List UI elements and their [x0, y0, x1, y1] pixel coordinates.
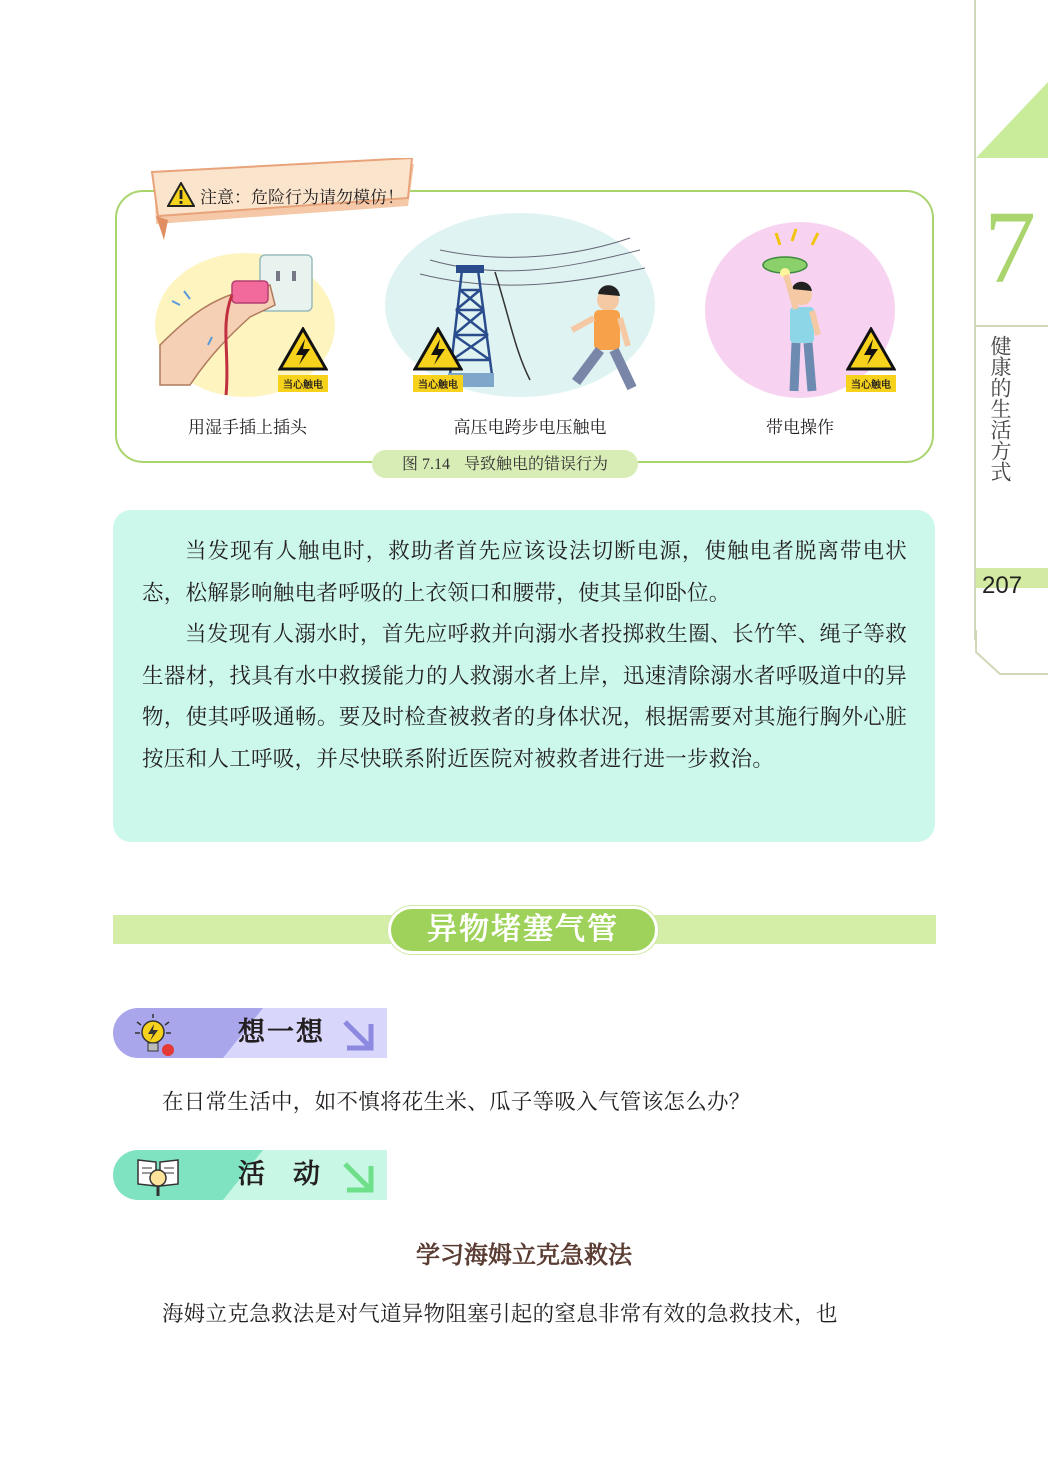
activity-title-text: 学习海姆立克急救法: [416, 1241, 632, 1269]
paragraph-drowning: 当发现有人溺水时，首先应呼救并向溺水者投掷救生圈、长竹竿、绳子等救生器材，找具有水中救援能力的人救溺水者上岸，迅速清除溺水者呼吸道中的异物，使其呼吸通畅。要及时检查被救者的身体状况，根据需要对其施行胸外心脏按压和人工呼吸，并尽快联系附近医院对被救者进行进一步救治。: [142, 622, 907, 772]
figure-caption: [372, 452, 638, 477]
chapter-number: 7: [984, 190, 1036, 305]
activity-label: 活动: [238, 1159, 348, 1190]
think-question: 在日常生活中，如不慎将花生米、瓜子等吸入气管该怎么办？: [162, 1090, 751, 1115]
think-label: 想一想: [238, 1017, 325, 1048]
paragraph-electric-shock: 当发现有人触电时，救助者首先应该设法切断电源，使触电者脱离带电状态，松解影响触电者呼吸的上衣领口和腰带，使其呈仰卧位。: [142, 539, 907, 606]
activity-text: 海姆立克急救法是对气道异物阻塞引起的窒息非常有效的急救技术，也: [162, 1302, 838, 1327]
panel-caption-1: 用湿手插上插头: [188, 418, 307, 438]
warning-icon: [167, 182, 195, 208]
danger-sign-label: 当心触电: [851, 380, 891, 391]
section-title: 异物堵塞气管: [427, 912, 619, 947]
tab-triangle-decoration: [976, 82, 1048, 158]
danger-sign-label: 当心触电: [283, 380, 323, 391]
panel-caption-3: 带电操作: [766, 418, 834, 438]
panel-caption-2: 高压电跨步电压触电: [453, 418, 607, 438]
danger-sign-label: 当心触电: [418, 380, 458, 391]
warning-banner-text: 注意：危险行为请勿模仿！: [200, 188, 404, 208]
lightbulb-icon: [132, 1012, 178, 1058]
chapter-title: 健康的生活方式: [988, 335, 1012, 482]
activity-title: [0, 1237, 1048, 1273]
book-magnifier-icon: [134, 1152, 182, 1198]
tab-divider: [976, 325, 1048, 327]
tab-footer-decoration: [974, 630, 1048, 680]
page-number: 207: [982, 572, 1023, 599]
figure-caption-text: 导致触电的错误行为: [464, 454, 609, 473]
figure-number: 图 7.14: [401, 456, 450, 473]
